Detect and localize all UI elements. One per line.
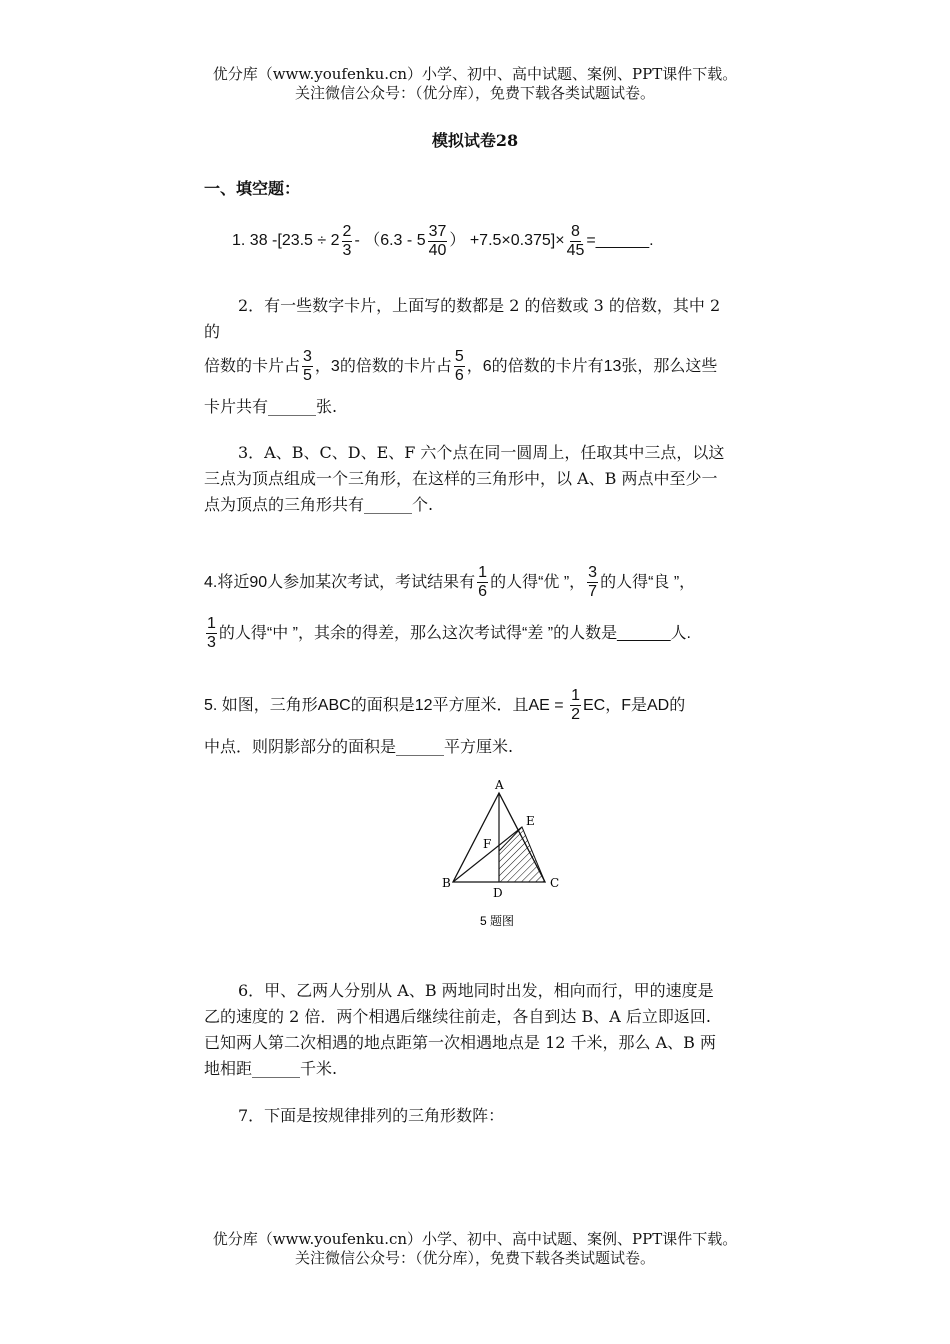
q5-line-1: 5. 如图，三角形ABC的面积是12平方厘米．且AE = $\frac{1}{2}$ EC，F是AD的 [204, 687, 686, 724]
q2-line-3: 倍数的卡片占 $\frac{3}{5}$ ，3的倍数的卡片占 $\frac{5}{6}$ ，6的倍数的卡片有13张，那么这些 [204, 348, 718, 385]
q3-line-3: 点为顶点的三角形共有______个. [204, 495, 434, 514]
q3-line-1: 3．A、B、C、D、E、F 六个点在同一圆周上，任取其中三点，以这 [238, 443, 725, 462]
triangle-figure [430, 775, 570, 935]
footer-line-1: 优分库（www.youfenku.cn）小学、初中、高中试题、案例、PPT课件下载。 [212, 1230, 738, 1248]
label-c: C [550, 876, 560, 890]
q7-line-1: 7．下面是按规律排列的三角形数阵： [238, 1106, 505, 1125]
q6-line-4: 地相距______千米. [204, 1059, 338, 1078]
q2-line-2: 的 [204, 322, 221, 341]
page-title: 模拟试卷28 [431, 131, 519, 150]
label-a: A [495, 778, 504, 792]
header-line-1: 优分库（www.youfenku.cn）小学、初中、高中试题、案例、PPT课件下载。 [212, 65, 738, 83]
q1-part1: 38 -[23.5 ÷ [249, 232, 331, 250]
q1-fraction-3: $\frac{8}{45}$ [566, 222, 585, 259]
q6-line-3: 已知两人第二次相遇的地点距第一次相遇地点是 12 千米，那么 A、B 两 [204, 1033, 717, 1052]
figure-caption: 5 题图 [480, 914, 515, 928]
q1-number: 1. [232, 232, 246, 250]
q1-part4: =______. [586, 232, 654, 250]
q2-line-1: 2．有一些数字卡片，上面写的数都是 2 的倍数或 3 的倍数，其中 2 [238, 296, 721, 315]
page-footer [0, 1230, 950, 1268]
q2-fraction-1: $\frac{3}{5}$ [303, 348, 312, 385]
shaded-region [499, 827, 545, 882]
q1-mixed-fraction-1: 2 $\frac{2}{3}$ [330, 222, 352, 259]
q6-line-2: 乙的速度的 2 倍．两个相遇后继续往前走，各自到达 B、A 后立即返回. [204, 1007, 711, 1026]
label-b: B [442, 876, 451, 890]
q3-line-2: 三点为顶点组成一个三角形，在这样的三角形中，以 A、B 两点中至少一 [204, 469, 718, 488]
header-line-2: 关注微信公众号：（优分库），免费下载各类试题试卷。 [294, 84, 655, 102]
q1-mixed-fraction-2: 5 $\frac{37}{40}$ [416, 222, 447, 259]
section-heading: 一、填空题： [204, 179, 301, 198]
q2-fraction-2: $\frac{5}{6}$ [454, 348, 464, 385]
label-d: D [493, 886, 503, 900]
q4-fraction-1: $\frac{1}{6}$ [478, 564, 488, 601]
footer-line-2: 关注微信公众号：（优分库），免费下载各类试题试卷。 [294, 1249, 655, 1267]
question-1 [232, 221, 654, 261]
q1-part2: - （6.3 - [354, 232, 417, 250]
q4-fraction-2: $\frac{3}{7}$ [588, 564, 598, 601]
q4-line-2: $\frac{1}{3}$ 的人得“中 ”，其余的得差，那么这次考试得“差 ”的人数是______人. [207, 615, 691, 652]
label-e: E [526, 814, 535, 828]
q6-line-1: 6．甲、乙两人分别从 A、B 两地同时出发，相向而行，甲的速度是 [238, 981, 714, 1000]
q1-part3: ） +7.5×0.375]× [449, 232, 565, 250]
q5-fraction-1: $\frac{1}{2}$ [571, 687, 580, 724]
page-header [0, 65, 950, 103]
label-f: F [483, 837, 492, 851]
q5-line-2: 中点．则阴影部分的面积是______平方厘米. [204, 737, 514, 756]
q4-line-1: 4.将近90人参加某次考试，考试结果有 $\frac{1}{6}$ 的人得“优 ”， $\frac{3}{7}$ 的人得“良 ”， [204, 564, 696, 601]
q2-line-4: 卡片共有______张. [204, 397, 338, 416]
q4-fraction-3: $\frac{1}{3}$ [207, 615, 216, 652]
